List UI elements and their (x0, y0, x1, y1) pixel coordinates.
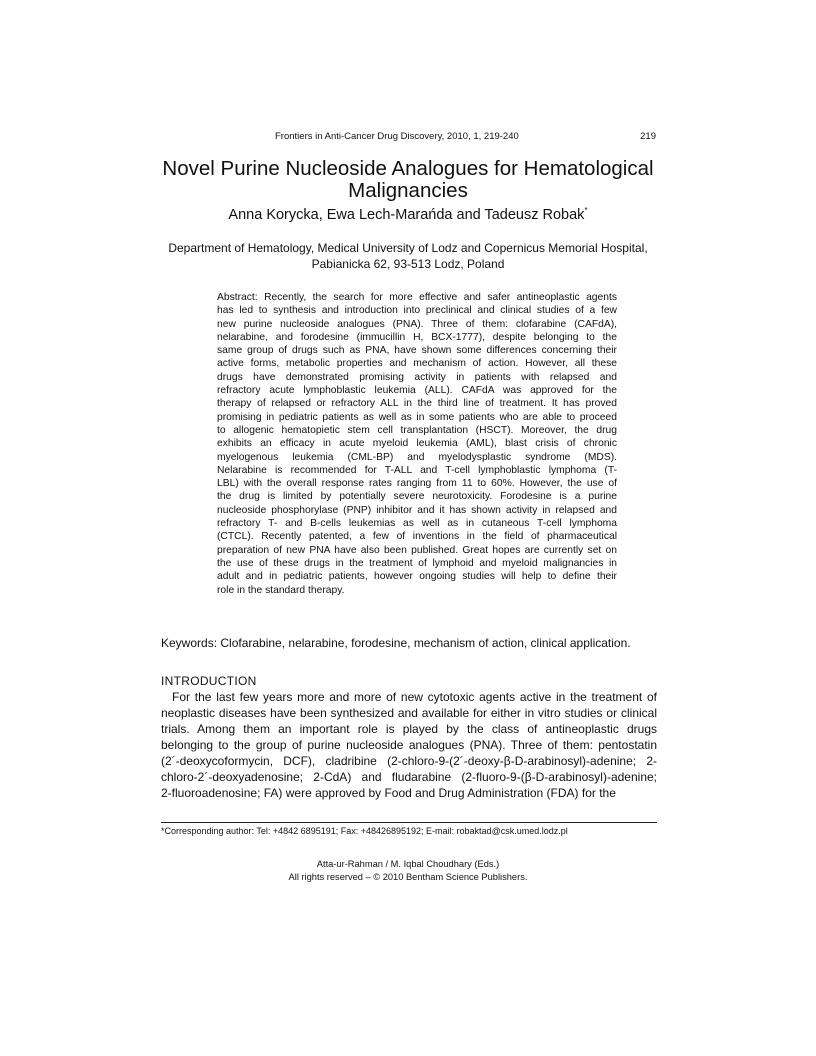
paragraph-line: neoplastic diseases have been synthesized and available for either in vitro studies or clinical (161, 706, 657, 720)
abstract-line: nelarabine, and forodesine (immucillin H, BCX-1777), despite belonging to the (217, 331, 617, 343)
article-title: Novel Purine Nucleoside Analogues for Hematological Malignancies (162, 157, 654, 202)
footnote-divider (161, 822, 657, 823)
abstract-line: active forms, metabolic properties and mechanism of action. However, all these (217, 358, 617, 370)
journal-citation: Frontiers in Anti-Cancer Drug Discovery, 2010, 1, 219-240 (275, 131, 519, 142)
corresponding-mark: * (584, 206, 588, 215)
authors (140, 206, 676, 223)
editors-line: Atta-ur-Rahman / M. Iqbal Choudhary (Eds.) (316, 859, 500, 869)
abstract-line: same group of drugs such as PNA, have shown some differences concerning their (217, 345, 617, 357)
paragraph-line: (2´-deoxycoformycin, DCF), cladribine (2-chloro-9-(2´-deoxy-β-D-arabinosyl)-adenine; 2- (161, 754, 657, 768)
page-number: 219 (640, 131, 656, 142)
keywords: Keywords: Clofarabine, nelarabine, forodesine, mechanism of action, clinical application. (161, 636, 631, 650)
abstract-line: Nelarabine is recommended for T-ALL and T-cell lymphoblastic lymphoma (T- (217, 464, 617, 476)
affiliation (150, 240, 666, 272)
abstract-line: exhibits an efficacy in acute myeloid leukemia (AML), blast crisis of chronic (217, 438, 617, 450)
paragraph-line: 2-fluoroadenosine; FA) were approved by Food and Drug Administration (FDA) for the (161, 786, 616, 800)
paragraph-line: chloro-2´-deoxyadenosine; 2-CdA) and fludarabine (2-fluoro-9-(β-D-arabinosyl)-adenine; (161, 770, 657, 784)
paragraph-line: For the last few years more and more of new cytotoxic agents active in the treatment of (172, 690, 657, 704)
author-names: Anna Korycka, Ewa Lech-Marańda and Tadeusz Robak (228, 206, 585, 223)
abstract-line: to allogenic hematopietic stem cell transplantation (HSCT). Moreover, the drug (217, 424, 617, 436)
copyright-line: All rights reserved – © 2010 Bentham Science Publishers. (288, 872, 528, 882)
abstract-line: new purine nucleoside analogues (PNA). Three of them: clofarabine (CAFdA), (217, 318, 617, 330)
abstract-line: (CTCL). Recently patented, a few of inventions in the field of pharmaceutical (217, 531, 617, 543)
editors-notice (160, 858, 656, 884)
abstract-line: drugs have demonstrated promising activity in patients with relapsed and (217, 371, 617, 383)
abstract (217, 291, 617, 597)
abstract-line: myelogenous leukemia (CML-BP) and myelodysplastic syndrome (MDS). (217, 451, 617, 463)
abstract-line: adult and in pediatric patients, however ongoing studies will help to define their (217, 571, 617, 583)
abstract-line: the use of these drugs in the treatment of lymphoid and myeloid malignancies in (217, 557, 617, 569)
introduction-paragraph (161, 689, 657, 801)
section-heading-introduction: INTRODUCTION (161, 674, 257, 688)
abstract-line: promising in pediatric patients as well as in some patients who are able to proceed (217, 411, 617, 423)
abstract-line: has led to synthesis and introduction into preclinical and clinical studies of a few (217, 305, 617, 317)
abstract-line: refractory T- and B-cells leukemias as well as in cutaneous T-cell lymphoma (217, 518, 617, 530)
abstract-line: therapy of relapsed or refractory ALL in the third line of treatment. It has proved (217, 398, 617, 410)
abstract-line: Abstract: Recently, the search for more effective and safer antineoplastic agents (217, 292, 617, 303)
paragraph-line: belonging to the group of purine nucleoside analogues (PNA). Three of them: pentostatin (161, 738, 657, 752)
abstract-line: preparation of new PNA have also been published. Great hopes are currently set on (217, 544, 617, 556)
abstract-line: the drug is limited by potentially severe neurotoxicity. Forodesine is a purine (217, 491, 617, 503)
abstract-line: LBL) with the overall response rates ranging from 11 to 60%. However, the use of (217, 478, 617, 490)
paragraph-line: trials. Among them an important role is played by the class of antineoplastic drugs (161, 722, 657, 736)
abstract-line: nucleoside phosphorylase (PNP) inhibitor and it has shown activity in relapsed and (217, 504, 617, 516)
affiliation-line: Department of Hematology, Medical University of Lodz and Copernicus Memorial Hospital, (168, 241, 648, 255)
abstract-line: role in the standard therapy. (217, 584, 345, 596)
affiliation-line: Pabianicka 62, 93-513 Lodz, Poland (311, 257, 505, 271)
abstract-line: refractory acute lymphoblastic leukemia (ALL). CAFdA was approved for the (217, 385, 617, 397)
footnote: *Corresponding author: Tel: +4842 6895191; Fax: +48426895192; E-mail: robaktad@csk.umed.lodz.pl (161, 826, 568, 836)
